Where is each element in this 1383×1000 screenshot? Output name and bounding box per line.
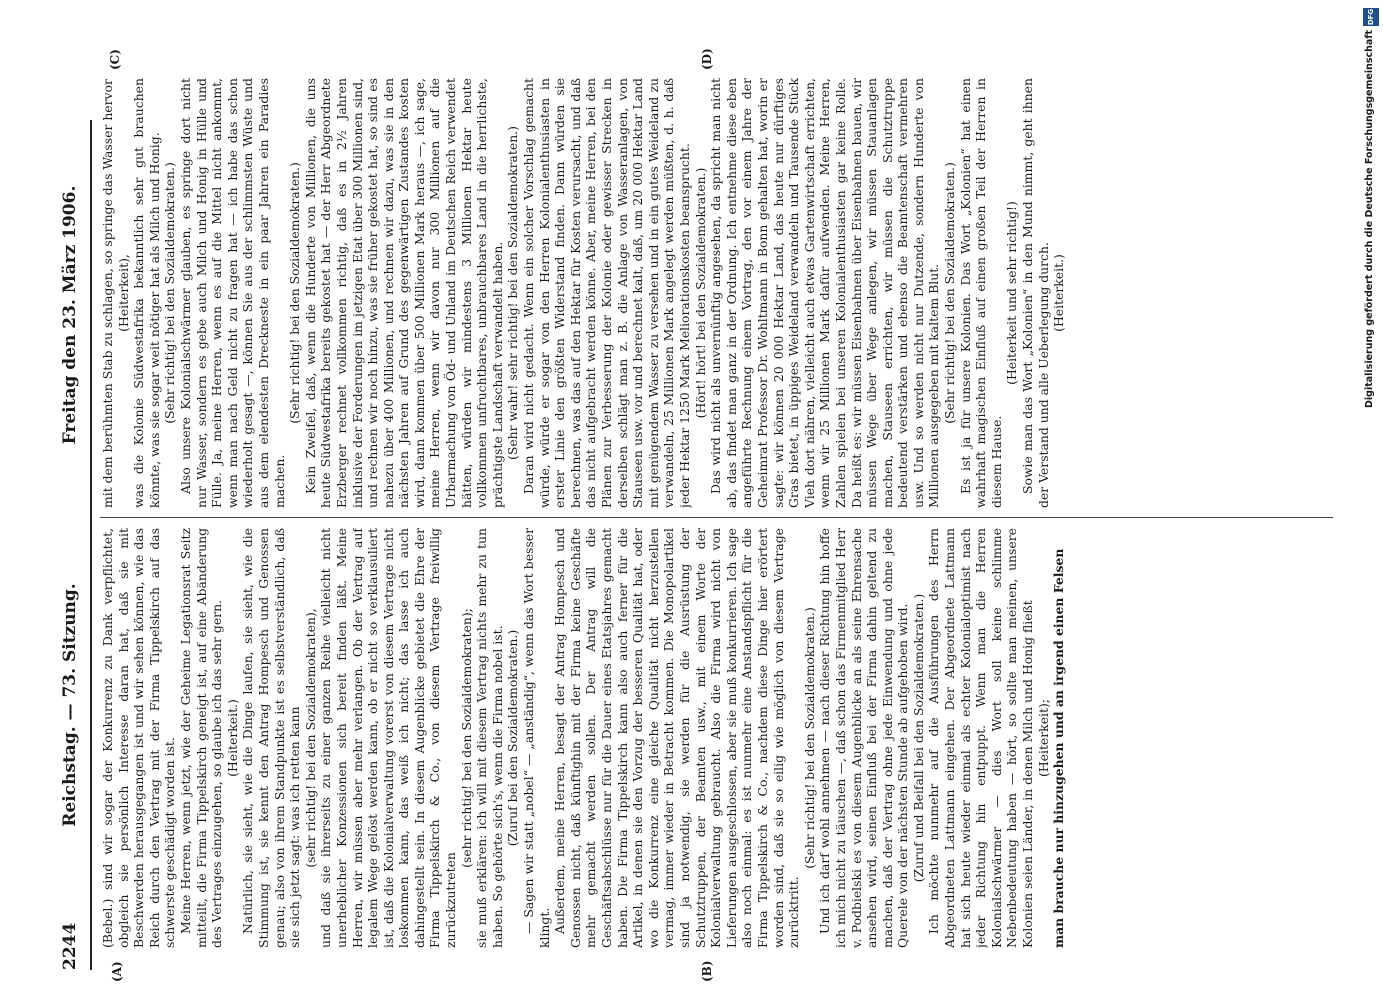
left-column [100, 528, 1353, 948]
paragraph: was die Kolonie Südwestafrika bekanntlich sehr gut brauchen könnte, was sie sogar weit nötiger hat als Milch und Honig. [131, 78, 162, 508]
interjection: (Sehr richtig! bei den Sozialdemokraten.) [287, 162, 303, 424]
margin-marker-c: (C) [108, 49, 122, 70]
paragraph: Ich möchte nunmehr auf die Ausführungen des Herrn Abgeordneten Lattmann eingehen. Der Abgeordnete Lattmann hat sich heute wieder einmal als echter Kolonialoptimist nach jeder Richtung hin entpuppt. Wenn man die Herren Kolonialschwärmer — dies Wort soll keine schlimme Nebenbedeutung haben — hört, so sollte man meinen, unsere Kolonien seien Länder, in denen Milch und Honig fließt [926, 528, 1036, 948]
paragraph: Kein Zweifel, daß, wenn die Hunderte von Millionen, die uns heute Südwestafrika bereits gekostet hat — der Herr Abgeordnete Erzberger rechnet vollkommen richtig, daß es in 2½ Jahren inklusive der Forderungen im jetzigen Etat über 300 Millionen sind, und rechnen wir noch hinzu, was sie früher gekostet hat, so sind es nahezu über 400 Millionen, und rechnen wir dazu, was sie in den nächsten Jahren auf Grund des gegenwärtigen Zustandes kosten wird, dann kommen über 500 Millionen Mark heraus —, ich sage, meine Herren, wenn wir davon nur 300 Millionen auf die Urbarmachung von Öd- und Unland im Deutschen Reich verwendet hätten, würden wir mindestens 3 Millionen Hektar heute vollkommen unfruchtbares, unbrauchbares Land in die herrlichste, prächtigste Landschaft verwandelt haben. [302, 78, 505, 508]
interjection: (Sehr richtig! bei den Sozialdemokraten.) [162, 162, 178, 424]
paragraph: (Bebel.) sind wir sogar der Konkurrenz zu Dank verpflichtet, obgleich sie persönlich Interesse daran hat, daß sie mit Beschwerden herausgegangen ist und wir sehen können, wie das Reich durch den Vertrag mit der Firma Tippelskirch auf das schwerste geschädigt worden ist. [100, 528, 178, 948]
paragraph: Also unsere Kolonialschwärmer glauben, es springe dort nicht nur Wasser, sondern es gebe auch Milch und Honig in Hülle und Fülle. Ja, meine Herren, wenn es auf die Mittel nicht ankommt, wenn man nach Geld nicht zu fragen hat — ich habe das schon wiederholt gesagt —, können Sie aus der schlimmsten Wüste und aus dem elendesten Dreckneste in ein paar Jahren ein Paradies machen. [177, 78, 287, 508]
interjection: (sehr richtig! bei den Sozialdemokraten); [458, 608, 474, 868]
paragraph: sie muß erklären: ich will mit diesem Vertrag nichts mehr zu tun haben. So gehörte sich's, wenn die Firma nobel ist. [474, 528, 505, 948]
paragraph: Und ich darf wohl annehmen — nach dieser Richtung hin hoffe ich mich nicht zu täuschen —, daß schon das Firmenmitglied Herr v. Podbielski es von diesem Augenblicke an als seine Ehrensache ansehen wird, seinen Einfluß bei der Firma dahin geltend zu machen, daß der Vertrag ohne jede Einwendung und ohne jede Querele von der nächsten Stunde ab aufgehoben wird. [817, 528, 911, 948]
interjection: (Heiterkeit.) [224, 699, 240, 777]
interjection: (Heiterkeit), [115, 254, 131, 332]
dfg-logo [1363, 8, 1379, 26]
paragraph: Meine Herren, wenn jetzt, wie der Geheime Legationsrat Seitz mitteilt, die Firma Tippelskirch geneigt ist, auf eine Abänderung des Vertrages einzugehen, so glaube ich das sehr gern. [177, 528, 225, 948]
running-header [50, 120, 92, 970]
margin-marker-d: (D) [700, 48, 714, 70]
column-divider [100, 517, 1333, 518]
margin-marker-b: (B) [700, 960, 714, 982]
paragraph: Außerdem, meine Herren, besagt der Antrag Hompesch und Genossen nicht, daß künftighin mit der Firma keine Geschäfte mehr gemacht werden sollen. Der Antrag will die Geschäftsabschlüsse nur für die Dauer eines Etatsjahres gemacht haben. Die Firma Tippelskirch kann also auch ferner für die Artikel, in denen sie den Vorzug der besseren Qualität hat, oder wo die Konkurrenz eine gleiche Qualität nicht herzustellen vermag, immer wieder in Betracht kommen. Die Monopolartikel sind ja notwendig, sie werden für die Ausrüstung der Schutztruppen, der Beamten usw., mit einem Worte der Kolonialverwaltung gebraucht. Also die Firma wird nicht von Lieferungen ausgeschlossen, aber sie muß konkurrieren. Ich sage also noch einmal: es ist nunmehr eine Anstandspflicht für die Firma Tippelskirch & Co., nachdem diese Dinge hier erörtert worden sind, daß sie so eilig wie möglich von diesem Vertrage zurücktritt. [552, 528, 802, 948]
margin-marker-a: (A) [110, 961, 124, 982]
paragraph: — Sagen wir statt „nobel“ — „anständig“, wenn das Wort besser klingt. [521, 528, 552, 948]
interjection: (sehr richtig! bei den Sozialdemokraten), [302, 608, 318, 868]
header-left-title: Reichstag. — 73. Sitzung. [60, 583, 80, 827]
paragraph: und daß sie ihrerseits zu einer ganzen Reihe vielleicht nicht unerheblicher Konzessionen sich bereit finden läßt. Meine Herren, wir müssen aber mehr verlangen. Ob der Vertrag auf legalem Wege gelöst werden kann, ob er nicht so verklausuliert ist, daß die Kolonialverwaltung vorerst von diesem Vertrage nicht loskommen kann, das weiß ich nicht; das lasse ich auch dahingestellt sein. In diesem Augenblicke gebietet die Ehre der Firma Tippelskirch & Co., von diesem Vertrage freiwillig zurückzutreten [318, 528, 459, 948]
paragraph: Es ist ja für unsere Kolonien. Das Wort „Kolonien“ hat einen wahrhaft magischen Einfluß auf einen großen Teil der Herren in diesem Hause. [957, 78, 1004, 508]
dfg-logo-text: DFG [1367, 8, 1375, 26]
paragraph: Das wird nicht als unvernünftig angesehen, da spricht man nicht ab, das findet man ganz in der Ordnung. Ich entnehme diese eben angeführte Rechnung einem Vortrag, den vor einem Jahre der Geheimrat Professor Dr. Wohltmann in Bonn gehalten hat, worin er sagte: wir können 20 000 Hektar Land, das heute nur dürftiges Gras bietet, in üppiges Weideland verwandeln und Tausende Stück Vieh dort nähren, vielleicht auch etwas Gartenwirtschaft errichten, wenn wir 25 Millionen Mark dafür aufwenden. Meine Herren, Zahlen spielen bei unseren Kolonialenthusiasten gar keine Rolle. Da heißt es: wir müssen Eisenbahnen über Eisenbahnen bauen, wir müssen Wege über Wege anlegen, wir müssen Stauanlagen machen, Stauseen errichten, wir müssen die Schutztruppe bedeutend verstärken und ebenso die Beamtenschaft vermehren usw. Und so werden nicht nur Dutzende, sondern Hunderte von Millionen ausgegeben mit kaltem Blut. [708, 78, 942, 508]
paragraph: man brauche nur hinzugehen und an irgend einen Felsen [1051, 548, 1067, 948]
header-right-title: Freitag den 23. März 1906. [60, 185, 80, 445]
interjection: (Heiterkeit); [1035, 699, 1051, 777]
interjection: (Hört! hört! bei den Sozialdemokraten.) [692, 167, 708, 419]
interjection: (Heiterkeit und sehr richtig!) [1004, 201, 1020, 385]
interjection: (Sehr richtig! bei den Sozialdemokraten.) [801, 607, 817, 869]
interjection: (Heiterkeit.) [1051, 254, 1067, 332]
digitization-note [1362, 30, 1378, 750]
interjection: (Zuruf und Beifall bei den Sozialdemokraten.) [910, 593, 926, 883]
paragraph: Daran wird nicht gedacht. Wenn ein solcher Vorschlag gemacht würde, würde er sogar von den Herren Kolonialenthusiasten in erster Linie den größten Widerstand finden. Dann würden sie berechnen, was das auf den Hektar für Kosten verursacht, und daß das nicht aufgebracht werden könne. Aber, meine Herren, bei den Plänen zur Verbesserung der Kolonie oder gewisser Strecken in derselben schlägt man z. B. die Anlage von Wasseranlagen, von Stauseen usw. vor und berechnet kalt, daß, um 20 000 Hektar Land mit genügendem Wasser zu versehen und in ein gutes Weideland zu verwandeln, 25 Millionen Mark angelegt werden müßten, d. h. daß jeder Hektar 1250 Mark Meliorationskosten beansprucht. [521, 78, 692, 508]
interjection: (Sehr richtig! bei den Sozialdemokraten.) [942, 162, 958, 424]
paragraph: mit dem berühmten Stab zu schlagen, so springe das Wasser hervor [100, 79, 115, 508]
digitization-note-text: Digitalisierung gefördert durch die Deutsche Forschungsgemeinschaft [1364, 30, 1375, 408]
right-column [100, 78, 1353, 508]
page-number: 2244 [60, 922, 80, 970]
paragraph: Sowie man das Wort „Kolonien“ in den Mund nimmt, geht ihnen der Verstand und alle Ueberlegung durch. [1020, 78, 1051, 508]
interjection: (Sehr wahr! sehr richtig! bei den Sozialdemokraten.) [505, 126, 521, 460]
interjection: (Zuruf bei den Sozialdemokraten.) [505, 629, 521, 847]
paragraph: Natürlich, sie sieht, wie die Dinge laufen, sie sieht, wie die Stimmung ist, sie kennt den Antrag Hompesch und Genossen genau; also von ihrem Standpunkte ist es selbstverständlich, daß sie sich jetzt sagt: was ich retten kann [240, 528, 303, 948]
